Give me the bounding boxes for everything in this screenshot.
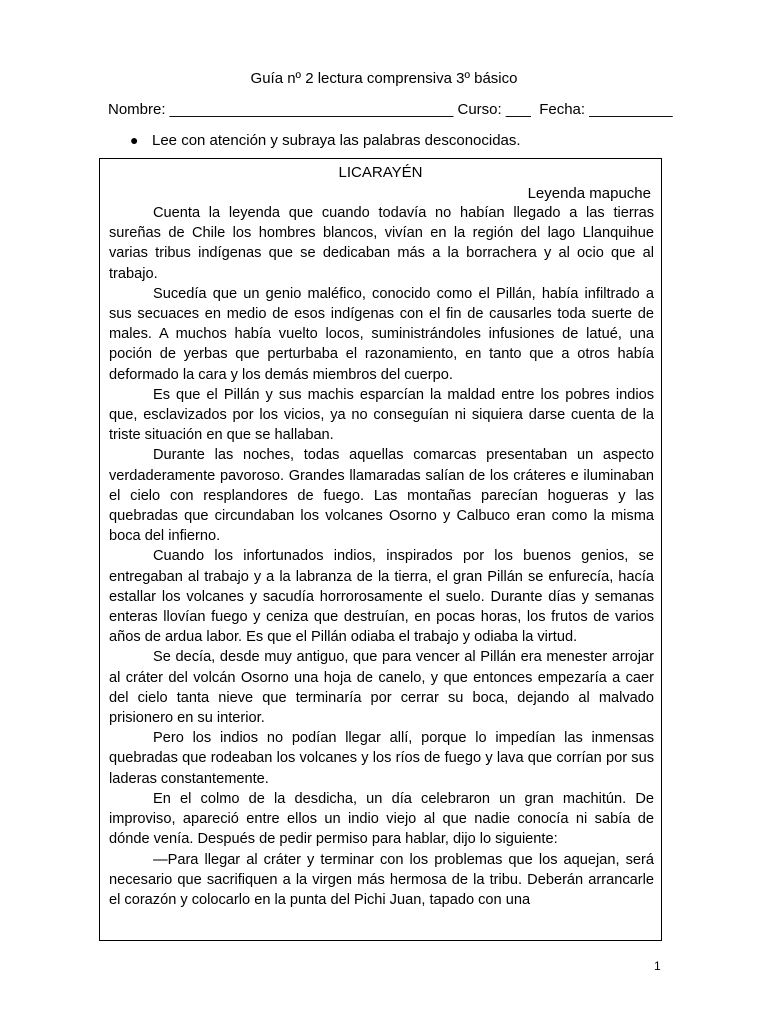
- story-subtitle: Leyenda mapuche: [527, 185, 651, 202]
- story-paragraph: Cuando los infortunados indios, inspirados por los buenos genios, se entregaban al trabajo y a la labranza de la tierra, el gran Pillán se enfurecía, hacía estallar los volcanes y sacudía horrorosamente el suelo. Durante días y semanas enteras llovían fuego y ceniza que destruían, en pocas horas, los frutos de varios años de ardua labor. Es que el Pillán odiaba el trabajo y odiaba la virtud.: [109, 548, 654, 646]
- page-number: 1: [654, 959, 661, 973]
- story-paragraph: En el colmo de la desdicha, un día celebraron un gran machitún. De improviso, apareció entre ellos un indio viejo al que nadie conocía ni sabía de dónde venía. Después de pedir permiso para hablar, dijo lo siguiente:: [109, 790, 654, 848]
- story-paragraph: Es que el Pillán y sus machis esparcían la maldad entre los pobres indios que, esclavizados por los vicios, ya no conseguían ni siquiera darse cuenta de la triste situación en que se hallaban.: [109, 386, 654, 444]
- story-paragraph: Pero los indios no podían llegar allí, porque lo impedían las inmensas quebradas que rodeaban los volcanes y los ríos de fuego y lava que corrían por sus laderas constantemente.: [109, 730, 654, 787]
- instruction-text: Lee con atención y subraya las palabras desconocidas.: [152, 132, 521, 149]
- story-title: LICARAYÉN: [338, 164, 423, 181]
- bullet-icon: ●: [130, 132, 139, 148]
- story-box: [99, 158, 662, 941]
- story-paragraph: Se decía, desde muy antiguo, que para vencer al Pillán era menester arrojar al cráter del volcán Osorno una hoja de canelo, y que entonces empezaría a caer del cielo tanta nieve que terminaría por cerrar su boca, dejando al malvado prisionero en su interior.: [109, 649, 654, 727]
- story-paragraph: —Para llegar al cráter y terminar con los problemas que los aquejan, será necesario que sacrifiquen a la virgen más hermosa de la tribu. Deberán arrancarle el corazón y colocarlo en la punta del Pichi Juan, tapado con una: [109, 851, 654, 908]
- story-paragraph: Cuenta la leyenda que cuando todavía no habían llegado a las tierras sureñas de Chile los hombres blancos, vivían en la región del lago Llanquihue varias tribus indígenas que se dedicaban más a la borrachera y al ocio que al trabajo.: [109, 205, 654, 282]
- story-paragraph: Durante las noches, todas aquellas comarcas presentaban un aspecto verdaderamente pavoroso. Grandes llamaradas salían de los cráteres e iluminaban el cielo con resplandores de fuego. Las montañas parecían hogueras y las quebradas que circundaban los volcanes Osorno y Calbuco eran como la misma boca del infierno.: [109, 447, 654, 545]
- story-paragraph: Sucedía que un genio maléfico, conocido como el Pillán, había infiltrado a sus secuaces en medio de esos indígenas con el fin de causarles toda suerte de males. A muchos había vuelto locos, suministrándoles infusiones de latué, una poción de yerbas que perturbaba el razonamiento, en tanto que a otros había deformado la cara y los demás miembros del cuerpo.: [109, 285, 654, 383]
- story-body: [109, 203, 654, 910]
- instruction-item: [130, 132, 521, 149]
- student-fields-line: Nombre: __________________________________ Curso: ___ Fecha: __________: [108, 101, 673, 118]
- worksheet-title: Guía nº 2 lectura comprensiva 3º básico: [250, 70, 518, 87]
